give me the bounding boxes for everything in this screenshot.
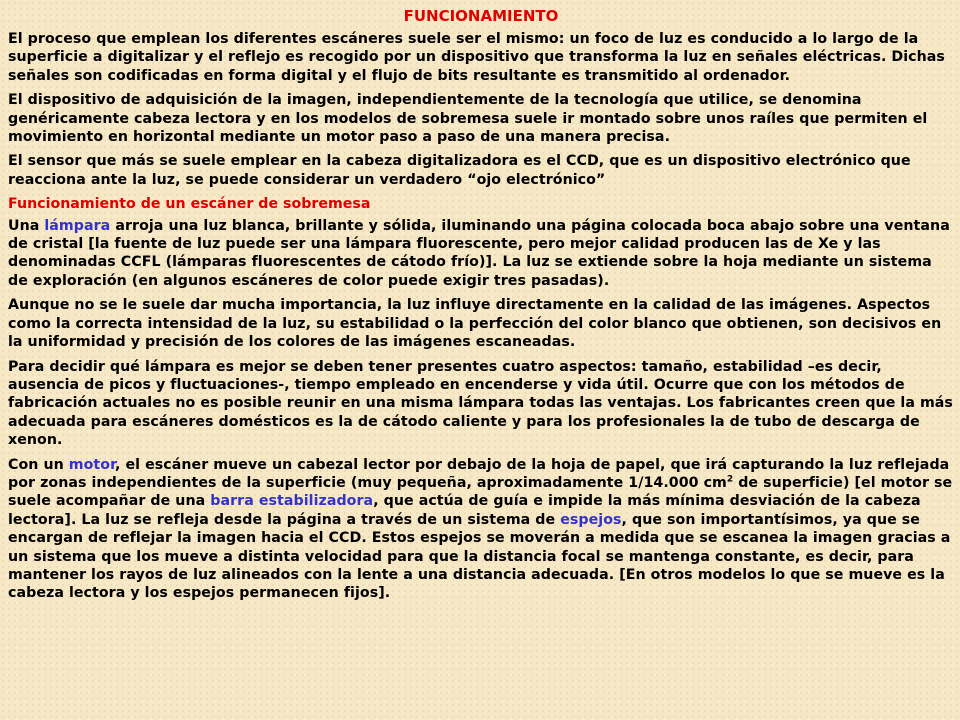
- lamp-text-post: arroja una luz blanca, brillante y sólida, iluminando una página colocada boca abajo sobre una ventana de cristal [la fuente de luz puede ser una lámpara fluorescente, pero mejor calidad producen las de Xe y las denominadas CCFL (lámparas fluorescentes de cátodo frío)]. La luz se extiende sobre la hoja mediante un sistema de exploración (en algunos escáneres de color puede exigir tres pasadas).: [8, 217, 950, 289]
- keyword-lampara: lámpara: [44, 217, 111, 234]
- motor-text-1: Con un: [8, 456, 69, 473]
- paragraph-motor: [8, 456, 954, 603]
- keyword-motor: motor: [68, 456, 116, 473]
- lamp-text-pre: Una: [8, 217, 45, 234]
- motor-text-5: , que son importantísimos, ya que se encargan de reflejar la imagen hacia el CCD. Estos espejos se moverán a medida que se escanea la imagen gracias a un sistema que los mueve a distinta velocidad para que la distancia focal se mantenga constante, es decir, para mantener los rayos de luz alineados con la lente a una distancia adecuada. [En otros modelos lo que se mueve es la cabeza lectora y los espejos permanecen fijos].: [8, 511, 951, 602]
- section-subheading: Funcionamiento de un escáner de sobremesa: [8, 196, 371, 213]
- paragraph-lamp-choice: Para decidir qué lámpara es mejor se deben tener presentes cuatro aspectos: tamaño, estabilidad –es decir, ausencia de picos y fluctuaciones-, tiempo empleado en encenderse y vida útil. Ocurre que con los métodos de fabricación actuales no es posible reunir en una misma lámpara todas las ventajas. Los fabricantes creen que la más adecuada para escáneres domésticos es la de cátodo caliente y para los profesionales la de tubo de descarga de xenon.: [8, 358, 953, 449]
- paragraph-ccd-sensor: El sensor que más se suele emplear en la cabeza digitalizadora es el CCD, que es un dispositivo electrónico que reacciona ante la luz, se puede considerar un verdadero “ojo electrónico”: [8, 153, 911, 188]
- paragraph-process: El proceso que emplean los diferentes escáneres suele ser el mismo: un foco de luz es conducido a lo largo de la superficie a digitalizar y el reflejo es recogido por un dispositivo que transforma la luz en señales eléctricas. Dichas señales son codificadas en forma digital y el flujo de bits resultante es transmitido al ordenador.: [8, 31, 945, 84]
- motor-text-2: , el escáner mueve un cabezal lector por debajo de la hoja de papel, que irá capturando la luz reflejada por zonas independientes de la superficie (muy pequeña, aproximadamente 1/14.000 cm: [8, 456, 950, 491]
- paragraph-lamp: [8, 217, 954, 291]
- paragraph-reading-head: El dispositivo de adquisición de la imagen, independientemente de la tecnología que utilice, se denomina genéricamente cabeza lectora y en los modelos de sobremesa suele ir montado sobre unos raíles que permiten el movimiento en horizontal mediante un motor paso a paso de una manera precisa.: [8, 92, 928, 146]
- keyword-espejos: espejos: [560, 511, 622, 528]
- page-title: FUNCIONAMIENTO: [403, 7, 559, 25]
- motor-text-4: , que actúa de guía e impide la más mínima desviación de la cabeza lectora]. La luz se refleja desde la página a través de un sistema de: [8, 493, 921, 528]
- slide: [8, 6, 954, 718]
- superscript-2: 2: [726, 474, 734, 485]
- keyword-barra-estabilizadora: barra estabilizadora: [210, 493, 374, 510]
- motor-text-3: de superficie) [el motor se suele acompañar de una: [8, 474, 953, 510]
- paragraph-light-quality: Aunque no se le suele dar mucha importancia, la luz influye directamente en la calidad de las imágenes. Aspectos como la correcta intensidad de la luz, su estabilidad o la perfección del color blanco que obtienen, son decisivos en la uniformidad y precisión de los colores de las imágenes escaneadas.: [8, 297, 942, 351]
